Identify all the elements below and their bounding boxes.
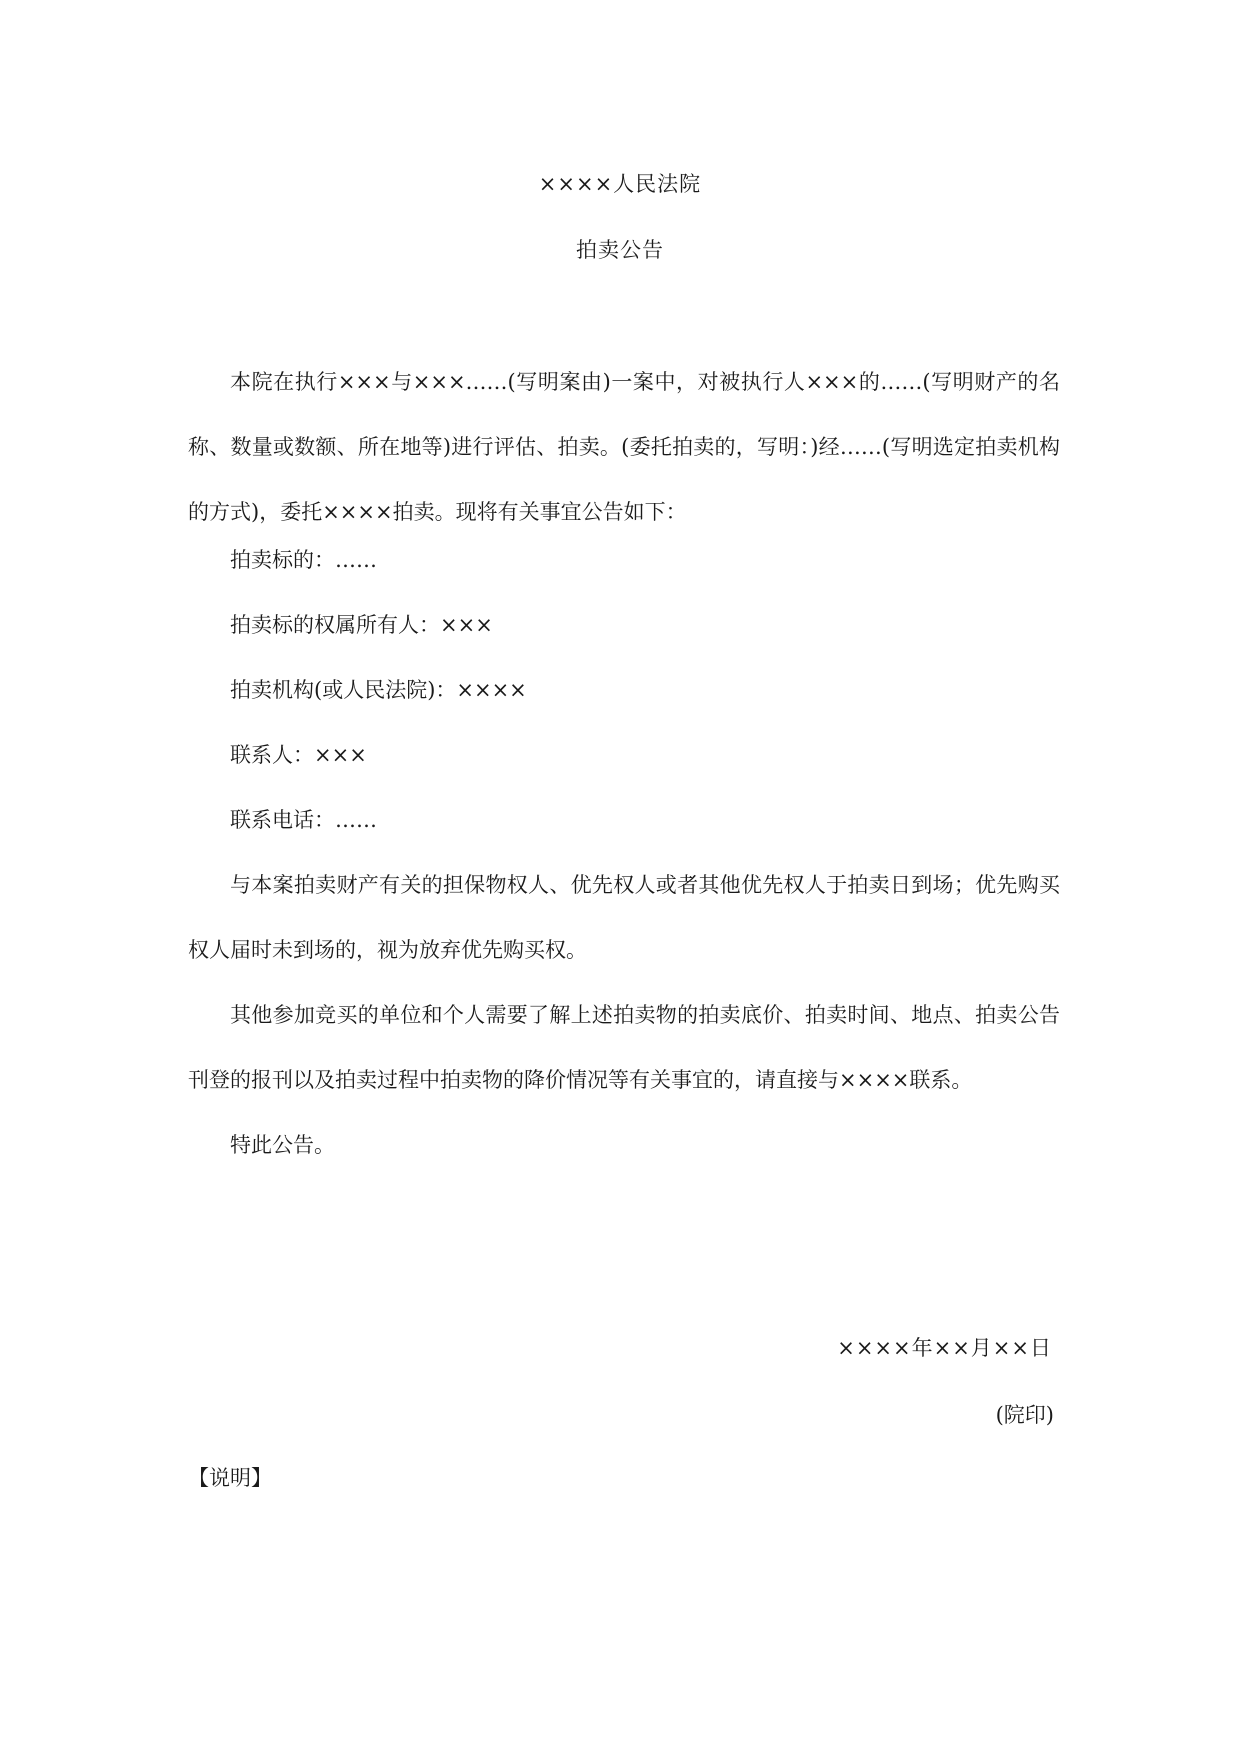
issue-date: ××××年××月××日	[837, 1336, 1052, 1360]
court-seal-label: (院印)	[995, 1403, 1054, 1427]
court-name: ××××人民法院	[538, 172, 702, 196]
notice-block	[188, 853, 1060, 1178]
closing-paragraph: 特此公告。	[230, 1133, 335, 1157]
page-title: 拍卖公告	[576, 238, 664, 262]
item-agency: 拍卖机构(或人民法院)：××××	[230, 678, 527, 702]
item-phone: 联系电话：……	[230, 808, 377, 832]
item-list	[188, 528, 1060, 853]
item-owner: 拍卖标的权属所有人：×××	[230, 613, 493, 637]
priority-notice-paragraph: 与本案拍卖财产有关的担保物权人、优先权人或者其他优先权人于拍卖日到场；优先购买权人届时未到场的，视为放弃优先购买权。	[188, 873, 1060, 962]
intro-paragraph: 本院在执行×××与×××……(写明案由)一案中，对被执行人×××的……(写明财产的名称、数量或数额、所在地等)进行评估、拍卖。(委托拍卖的，写明：)经……(写明选定拍卖机构的方式)，委托××××拍卖。现将有关事宜公告如下：	[188, 370, 1060, 524]
intro-block	[188, 350, 1060, 545]
item-subject: 拍卖标的：……	[230, 548, 377, 572]
notes-heading: 【说明】	[188, 1466, 272, 1490]
item-contact: 联系人：×××	[230, 743, 367, 767]
bidders-notice-paragraph: 其他参加竞买的单位和个人需要了解上述拍卖物的拍卖底价、拍卖时间、地点、拍卖公告刊登的报刊以及拍卖过程中拍卖物的降价情况等有关事宜的，请直接与××××联系。	[188, 1003, 1060, 1092]
